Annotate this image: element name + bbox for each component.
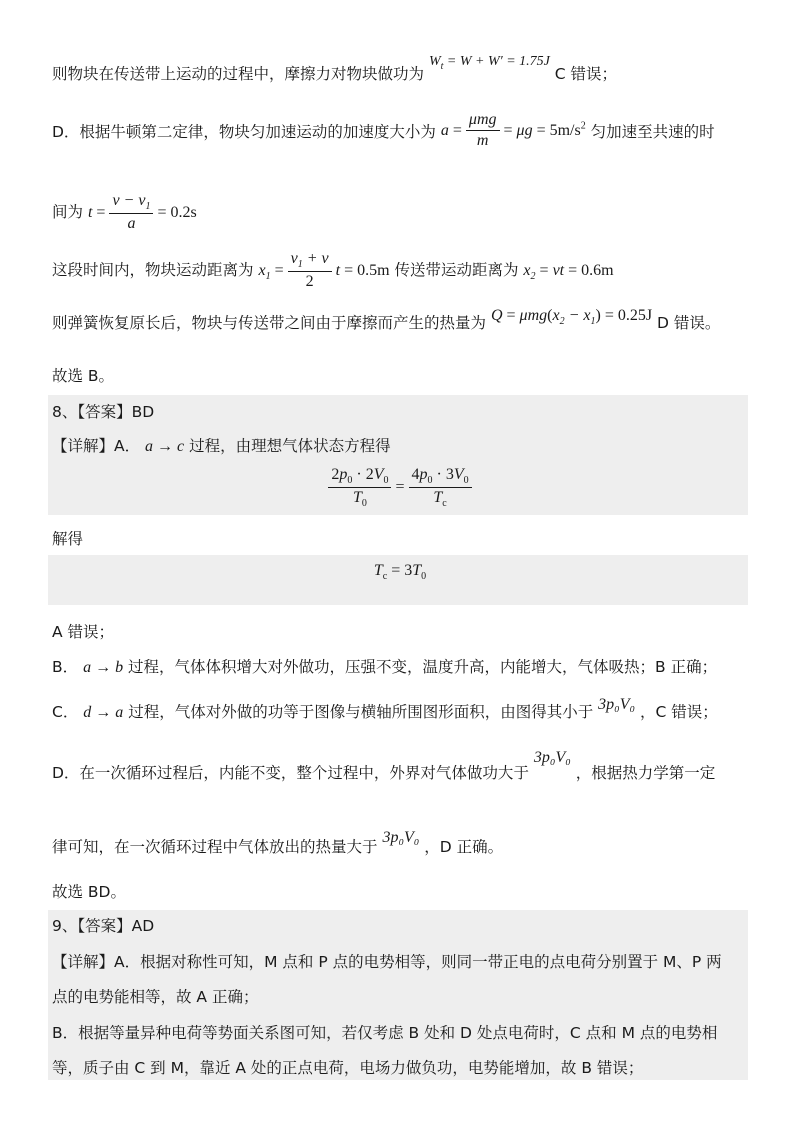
belt-distance-formula: $x_2$ = vt = 0.6m bbox=[523, 262, 614, 283]
friction-work-text: 则物块在传送带上运动的过程中，摩擦力对物块做功为 bbox=[52, 65, 425, 83]
time-formula: t = $\frac{v - v_1}{a}$ = 0.2s bbox=[87, 192, 197, 233]
q8-c-line bbox=[52, 696, 718, 722]
q8-c-text: 过程，气体对外做的功等于图像与横轴所围图形面积，由图得其小于 bbox=[128, 703, 594, 721]
q8-d-text: D．在一次循环过程后，内能不变，整个过程中，外界对气体做功大于 bbox=[52, 764, 529, 782]
q8-d-value: 3p₀V₀ bbox=[533, 749, 571, 766]
q8-a-verdict: A 错误； bbox=[52, 623, 115, 641]
q9-line-4: 等，质子由 C 到 M，靠近 A 处的正点电荷，电场力做负功，电势能增加，故 B 错误； bbox=[52, 1059, 644, 1077]
q8-d-tail: ，根据热力学第一定 bbox=[575, 764, 716, 782]
q8-header: 8、【答案】BD bbox=[52, 403, 155, 421]
friction-work-verdict: C 错误； bbox=[554, 65, 618, 83]
distance-text-block: 这段时间内，物块运动距离为 bbox=[52, 261, 254, 280]
heat-text: 则弹簧恢复原长后，物块与传送带之间由于摩擦而产生的热量为 bbox=[52, 314, 487, 332]
q8-detail-prefix: 【详解】A． bbox=[52, 437, 141, 455]
q8-d2-line bbox=[52, 829, 504, 857]
q9-line-2: 点的电势能相等，故 A 正确； bbox=[52, 988, 259, 1006]
q8-b-line bbox=[52, 655, 717, 677]
block-distance-formula: $x_1$ = $\frac{v_1 + v}{2}$ t = 0.5m bbox=[258, 250, 390, 291]
q8-process-ac: a → c bbox=[145, 438, 185, 455]
friction-work-formula: $W_t = W + W' = 1.75J$ bbox=[428, 54, 550, 72]
q8-solve-label: 解得 bbox=[52, 530, 84, 548]
q9-header: 9、【答案】AD bbox=[52, 917, 155, 935]
q8-b-text: 过程，气体体积增大对外做功，压强不变，温度升高，内能增大，气体吸热；B 正确； bbox=[128, 658, 718, 676]
q8-c-verdict: ，C 错误； bbox=[640, 703, 718, 721]
acceleration-text: D．根据牛顿第二定律，物块匀加速运动的加速度大小为 bbox=[52, 123, 436, 141]
time-text: 间为 bbox=[52, 203, 84, 222]
friction-work-line bbox=[52, 54, 618, 86]
q9-line-1: 【详解】A．根据对称性可知，M 点和 P 点的电势相等，则同一带正电的点电荷分别置于 M、P 两 bbox=[52, 953, 722, 971]
q8-detail-line bbox=[52, 434, 391, 456]
heat-verdict: D 错误。 bbox=[657, 314, 721, 332]
acceleration-formula: a = $\frac{\text{μmg}}{m}$ = $\mu g = 5m/s^2$ bbox=[440, 111, 586, 149]
acceleration-line bbox=[52, 113, 715, 152]
heat-line bbox=[52, 307, 721, 335]
q8-process-ab: a → b bbox=[83, 659, 124, 676]
q8-d-line bbox=[52, 749, 716, 783]
q8-b-prefix: B． bbox=[52, 658, 79, 676]
q7-conclusion: 故选 B。 bbox=[52, 367, 115, 385]
q9-line-3: B．根据等量异种电荷等势面关系图可知，若仅考虑 B 处和 D 处点电荷时，C 点和 M 点的电势相 bbox=[52, 1024, 718, 1042]
q8-equation-state: $\frac{2p_0 \cdot 2V_0}{T_0}$ = $\frac{4p_0 \cdot 3V_0}{T_c}$ bbox=[0, 466, 800, 509]
distance-text-belt: 传送带运动距离为 bbox=[394, 261, 519, 280]
q8-conclusion: 故选 BD。 bbox=[52, 883, 126, 901]
q8-d2-value: 3p₀V₀ bbox=[382, 829, 420, 846]
heat-formula: $Q = \mu mg(x_2 - x_1) = 0.25J$ bbox=[490, 307, 653, 328]
q8-detail-text: 过程，由理想气体状态方程得 bbox=[189, 437, 391, 455]
q8-d2-verdict: ，D 正确。 bbox=[424, 838, 504, 856]
q8-process-da: d → a bbox=[83, 704, 124, 721]
acceleration-tail: 匀加速至共速的时 bbox=[590, 123, 715, 141]
q8-c-prefix: C． bbox=[52, 703, 79, 721]
distance-line bbox=[52, 250, 614, 291]
q8-equation-result: $T_c = 3T_0$ bbox=[373, 562, 427, 583]
q8-c-value: 3p₀V₀ bbox=[598, 696, 636, 713]
q8-d2-text: 律可知，在一次循环过程中气体放出的热量大于 bbox=[52, 838, 378, 856]
time-line bbox=[52, 192, 197, 233]
